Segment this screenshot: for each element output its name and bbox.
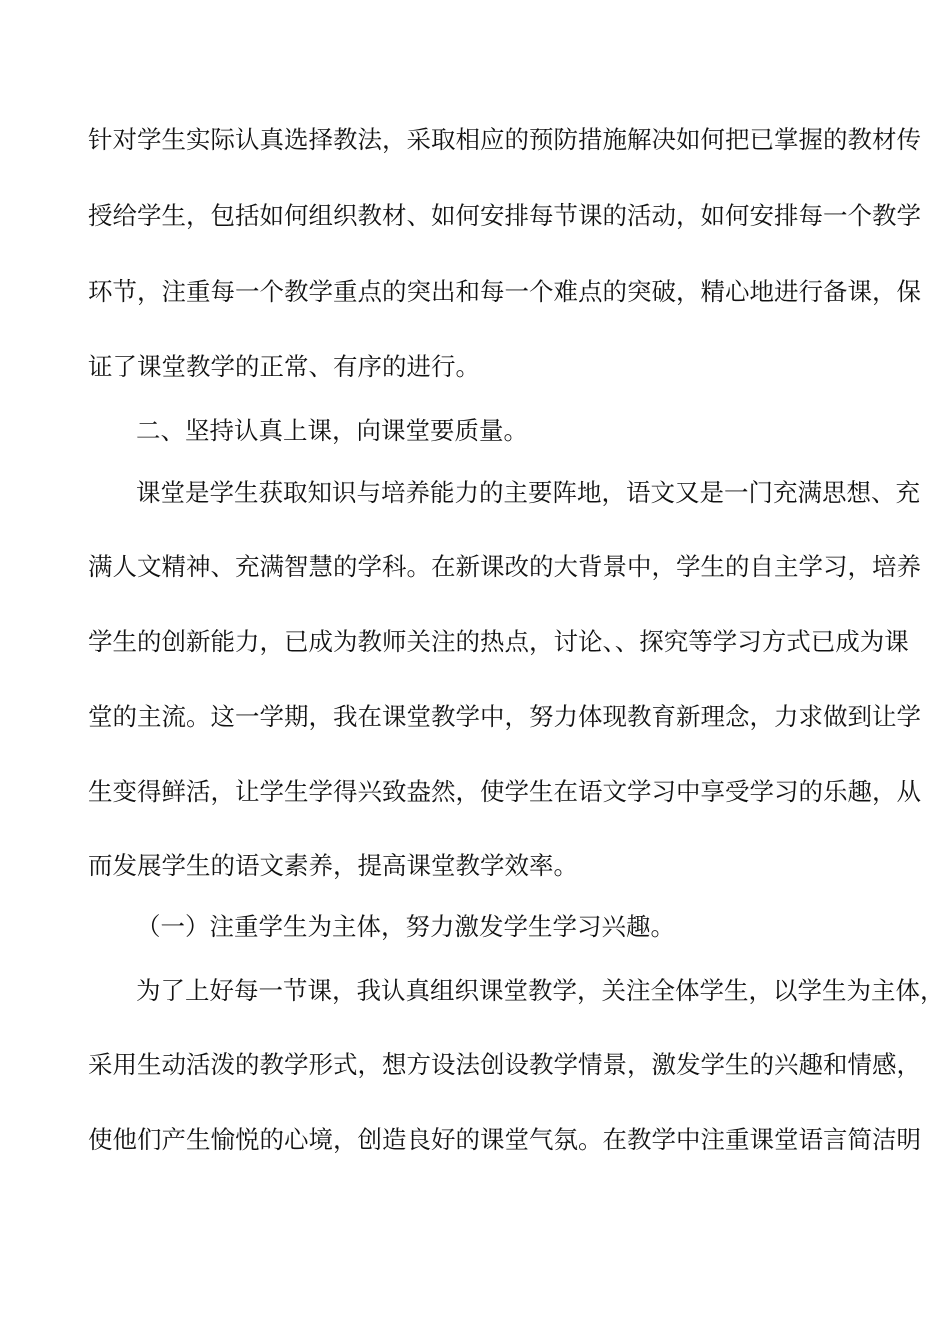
text-line: 为了上好每一节课，我认真组织课堂教学，关注全体学生，以学生为主体， xyxy=(136,976,945,1005)
text-line: 学生的创新能力，已成为教师关注的热点，讨论、、探究等学习方式已成为课 xyxy=(88,627,909,656)
text-line: 生变得鲜活，让学生学得兴致盎然，使学生在语文学习中享受学习的乐趣，从 xyxy=(88,777,921,806)
text-line: 而发展学生的语文素养，提高课堂教学效率。 xyxy=(88,851,578,880)
text-line: 针对学生实际认真选择教法，采取相应的预防措施解决如何把已掌握的教材传 xyxy=(88,125,921,154)
text-line: 证了课堂教学的正常、有序的进行。 xyxy=(88,352,480,381)
text-line: 采用生动活泼的教学形式，想方设法创设教学情景，激发学生的兴趣和情感， xyxy=(88,1050,921,1079)
section-heading: 二、坚持认真上课，向课堂要质量。 xyxy=(136,416,528,445)
text-line: 堂的主流。这一学期，我在课堂教学中，努力体现教育新理念，力求做到让学 xyxy=(88,702,921,731)
text-line: 授给学生，包括如何组织教材、如何安排每节课的活动，如何安排每一个教学 xyxy=(88,201,921,230)
text-line: 环节，注重每一个教学重点的突出和每一个难点的突破，精心地进行备课，保 xyxy=(88,277,921,306)
text-line: 课堂是学生获取知识与培养能力的主要阵地，语文又是一门充满思想、充 xyxy=(136,478,920,507)
text-line: 满人文精神、充满智慧的学科。在新课改的大背景中，学生的自主学习，培养 xyxy=(88,552,921,581)
text-line: 使他们产生愉悦的心境，创造良好的课堂气氛。在教学中注重课堂语言简洁明 xyxy=(88,1125,921,1154)
subsection-heading: （一）注重学生为主体，努力激发学生学习兴趣。 xyxy=(136,912,675,941)
